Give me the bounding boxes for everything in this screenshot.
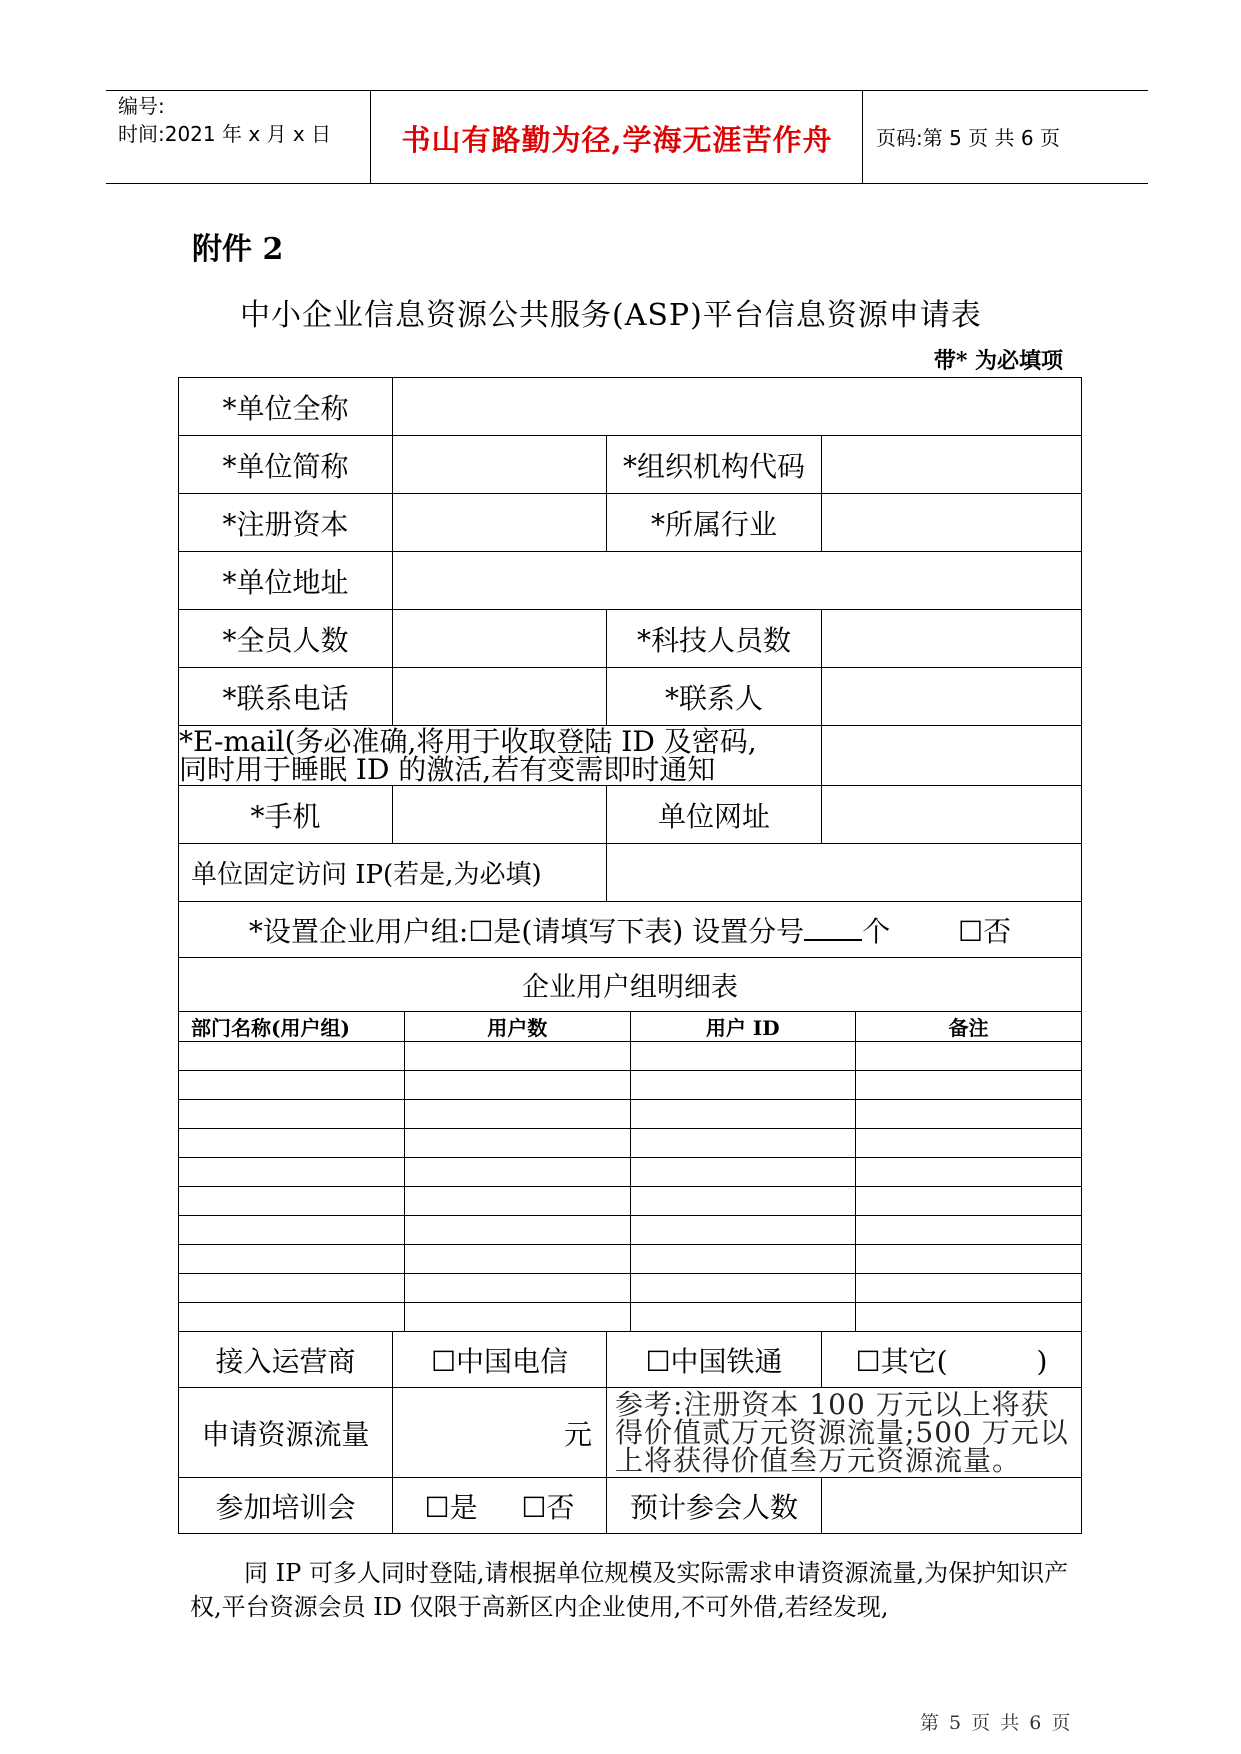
- detail-cell[interactable]: [630, 1303, 856, 1332]
- detail-cell[interactable]: [630, 1071, 856, 1100]
- label-org-code: *组织机构代码: [607, 436, 822, 494]
- detail-cell[interactable]: [179, 1187, 405, 1216]
- label-email-line2: 同时用于睡眠 ID 的激活,若有变需即时通知: [179, 752, 716, 786]
- option-china-railcom[interactable]: ☐中国铁通: [607, 1332, 822, 1388]
- input-phone[interactable]: [393, 668, 607, 726]
- notice-paragraph: [190, 1556, 1070, 1624]
- header-meta: [118, 92, 331, 148]
- detail-cell[interactable]: [179, 1100, 405, 1129]
- user-group-prefix[interactable]: *设置企业用户组:☐是(请填写下表) 设置分号: [248, 914, 805, 948]
- training-yes[interactable]: ☐是: [424, 1490, 478, 1524]
- label-mobile: *手机: [179, 786, 393, 844]
- detail-cell[interactable]: [856, 1303, 1082, 1332]
- detail-cell[interactable]: [179, 1216, 405, 1245]
- input-registered-capital[interactable]: [393, 494, 607, 552]
- user-group-row: [179, 902, 1082, 958]
- input-website[interactable]: [822, 786, 1082, 844]
- detail-cell[interactable]: [856, 1187, 1082, 1216]
- label-fixed-ip: 单位固定访问 IP(若是,为必填): [179, 844, 607, 902]
- input-industry[interactable]: [822, 494, 1082, 552]
- label-tech-staff: *科技人员数: [607, 610, 822, 668]
- detail-row: [179, 1303, 1081, 1332]
- attachment-label: 附件 2: [192, 232, 284, 267]
- detail-cell[interactable]: [179, 1042, 405, 1071]
- traffic-reference-note: 参考:注册资本 100 万元以上将获得价值贰万元资源流量;500 万元以上将获得价值叁万元资源流量。: [607, 1388, 1082, 1478]
- detail-cell[interactable]: [856, 1071, 1082, 1100]
- detail-cell[interactable]: [630, 1187, 856, 1216]
- detail-row: [179, 1158, 1081, 1187]
- detail-row: [179, 1216, 1081, 1245]
- input-attendees[interactable]: [822, 1478, 1082, 1534]
- detail-row: [179, 1071, 1081, 1100]
- traffic-unit: 元: [563, 1417, 592, 1451]
- input-mobile[interactable]: [393, 786, 607, 844]
- label-traffic: 申请资源流量: [179, 1388, 393, 1478]
- detail-cell[interactable]: [179, 1303, 405, 1332]
- header-number: 编号:: [118, 94, 165, 118]
- label-industry: *所属行业: [607, 494, 822, 552]
- detail-header-dept: 部门名称(用户组): [179, 1012, 405, 1042]
- detail-row: [179, 1245, 1081, 1274]
- detail-cell[interactable]: [405, 1216, 631, 1245]
- header-divider-left: [370, 90, 371, 184]
- required-note: 带* 为必填项: [933, 348, 1063, 374]
- detail-cell[interactable]: [405, 1100, 631, 1129]
- input-traffic[interactable]: [393, 1388, 607, 1478]
- detail-table: [179, 1012, 1081, 1331]
- user-group-unit: 个: [862, 914, 891, 948]
- input-unit-short-name[interactable]: [393, 436, 607, 494]
- form-title: 中小企业信息资源公共服务(ASP)平台信息资源申请表: [240, 298, 982, 333]
- detail-cell[interactable]: [405, 1071, 631, 1100]
- input-email[interactable]: [822, 726, 1082, 786]
- detail-cell[interactable]: [405, 1187, 631, 1216]
- header-bottom-rule: [106, 183, 1148, 184]
- detail-header-userid: 用户 ID: [630, 1012, 856, 1042]
- input-unit-full-name[interactable]: [393, 378, 1082, 436]
- detail-row: [179, 1274, 1081, 1303]
- group-count-blank[interactable]: [804, 915, 862, 941]
- option-china-telecom[interactable]: ☐中国电信: [393, 1332, 607, 1388]
- detail-header-users: 用户数: [405, 1012, 631, 1042]
- detail-row: [179, 1042, 1081, 1071]
- header-divider-right: [862, 90, 863, 184]
- detail-cell[interactable]: [856, 1042, 1082, 1071]
- label-unit-full-name: *单位全称: [179, 378, 393, 436]
- input-address[interactable]: [393, 552, 1082, 610]
- header-motto: 书山有路勤为径,学海无涯苦作舟: [401, 123, 833, 157]
- detail-row: [179, 1129, 1081, 1158]
- input-total-staff[interactable]: [393, 610, 607, 668]
- detail-cell[interactable]: [405, 1158, 631, 1187]
- training-options: [393, 1478, 607, 1534]
- label-operator: 接入运营商: [179, 1332, 393, 1388]
- detail-cell[interactable]: [179, 1245, 405, 1274]
- detail-cell[interactable]: [179, 1071, 405, 1100]
- header-time: 时间:2021 年 x 月 x 日: [118, 122, 332, 146]
- input-org-code[interactable]: [822, 436, 1082, 494]
- training-no[interactable]: ☐否: [521, 1490, 575, 1524]
- detail-header-remark: 备注: [856, 1012, 1082, 1042]
- input-contact[interactable]: [822, 668, 1082, 726]
- input-fixed-ip[interactable]: [607, 844, 1082, 902]
- label-registered-capital: *注册资本: [179, 494, 393, 552]
- detail-cell[interactable]: [630, 1245, 856, 1274]
- detail-cell[interactable]: [405, 1274, 631, 1303]
- label-unit-short-name: *单位简称: [179, 436, 393, 494]
- detail-cell[interactable]: [856, 1158, 1082, 1187]
- label-contact: *联系人: [607, 668, 822, 726]
- detail-cell[interactable]: [179, 1129, 405, 1158]
- option-other-operator[interactable]: ☐其它( ): [822, 1332, 1082, 1388]
- detail-cell[interactable]: [405, 1042, 631, 1071]
- label-attendees: 预计参会人数: [607, 1478, 822, 1534]
- header-page-number: 页码:第 5 页 共 6 页: [876, 126, 1060, 150]
- user-group-no[interactable]: ☐否: [958, 914, 1012, 948]
- detail-cell[interactable]: [179, 1158, 405, 1187]
- detail-cell[interactable]: [405, 1129, 631, 1158]
- detail-cell[interactable]: [630, 1100, 856, 1129]
- label-address: *单位地址: [179, 552, 393, 610]
- application-form: [178, 377, 1082, 1534]
- label-website: 单位网址: [607, 786, 822, 844]
- detail-table-title: 企业用户组明细表: [179, 958, 1082, 1012]
- detail-row: [179, 1187, 1081, 1216]
- page-footer: 第 5 页 共 6 页: [920, 1712, 1073, 1734]
- detail-cell[interactable]: [630, 1042, 856, 1071]
- label-total-staff: *全员人数: [179, 610, 393, 668]
- detail-cell[interactable]: [630, 1274, 856, 1303]
- label-email: [179, 726, 822, 786]
- detail-cell[interactable]: [630, 1158, 856, 1187]
- detail-cell[interactable]: [856, 1129, 1082, 1158]
- label-email-line1: *E-mail(务必准确,将用于收取登陆 ID 及密码,: [179, 724, 757, 758]
- detail-cell[interactable]: [630, 1216, 856, 1245]
- detail-cell[interactable]: [630, 1129, 856, 1158]
- notice-text: 同 IP 可多人同时登陆,请根据单位规模及实际需求申请资源流量,为保护知识产权,平台资源会员 ID 仅限于高新区内企业使用,不可外借,若经发现,: [190, 1559, 1069, 1621]
- detail-cell[interactable]: [856, 1274, 1082, 1303]
- label-training: 参加培训会: [179, 1478, 393, 1534]
- detail-cell[interactable]: [405, 1303, 631, 1332]
- detail-cell[interactable]: [179, 1274, 405, 1303]
- detail-cell[interactable]: [856, 1245, 1082, 1274]
- header-top-rule: [106, 90, 1148, 91]
- detail-cell[interactable]: [405, 1245, 631, 1274]
- input-tech-staff[interactable]: [822, 610, 1082, 668]
- label-phone: *联系电话: [179, 668, 393, 726]
- detail-row: [179, 1100, 1081, 1129]
- detail-cell[interactable]: [856, 1100, 1082, 1129]
- detail-table-cell: [179, 1012, 1082, 1332]
- detail-cell[interactable]: [856, 1216, 1082, 1245]
